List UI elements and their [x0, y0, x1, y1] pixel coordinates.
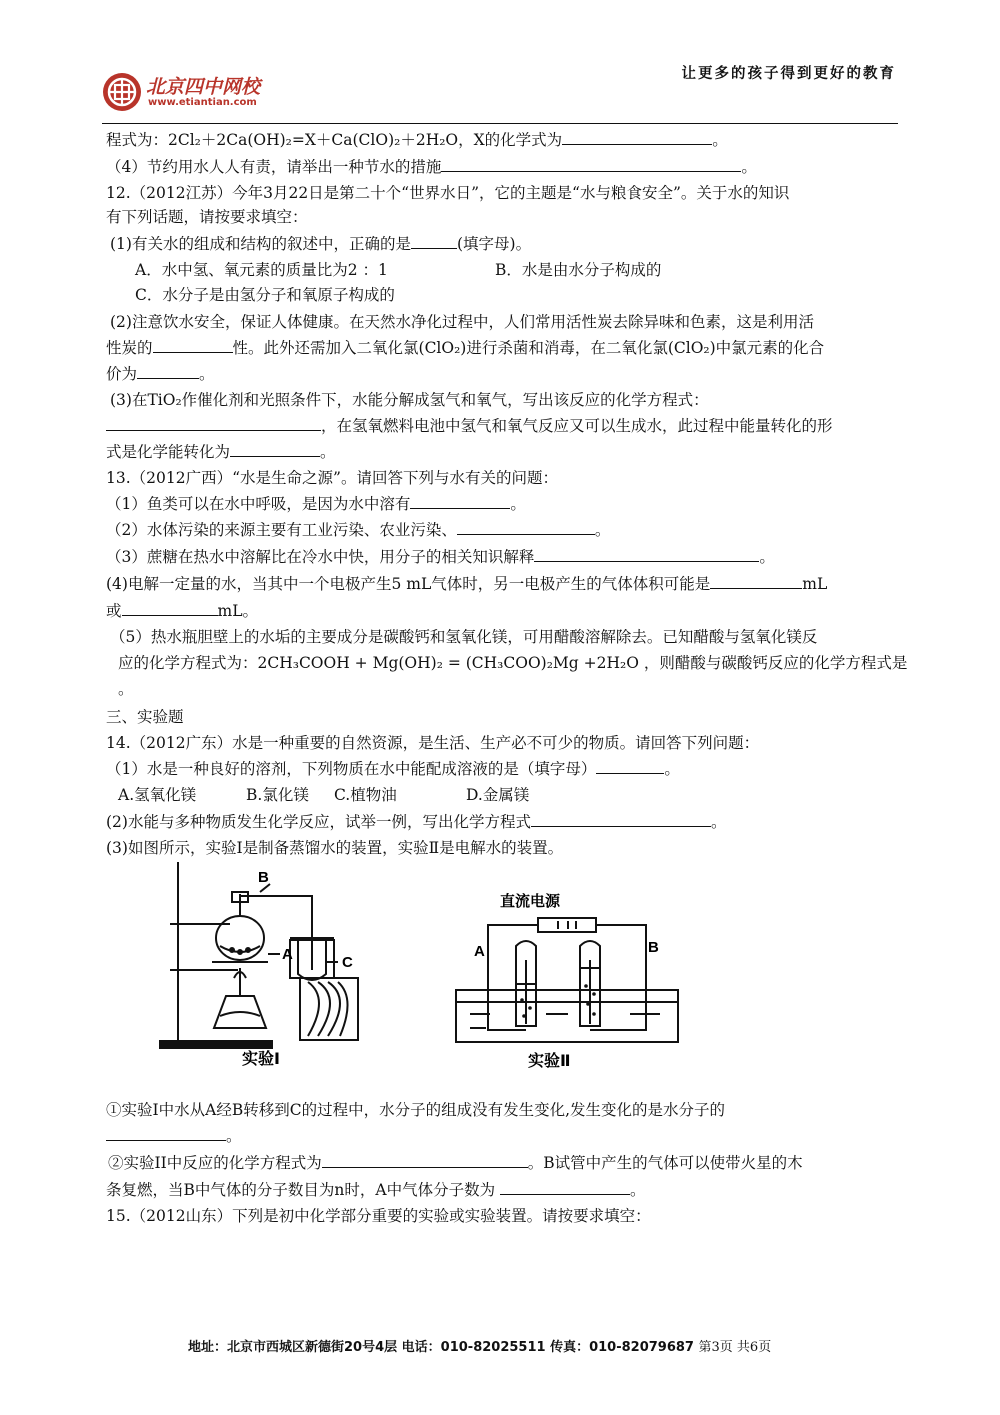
footer — [188, 1336, 771, 1355]
q14-3-i: ①实验Ⅰ中水从A经B转移到C的过程中，水分子的组成没有发生变化,发生变化的是水分子的 — [106, 1101, 725, 1119]
q12-stem-cont: 有下列话题，请按要求填空： — [106, 208, 308, 226]
q14-3-ii: ②实验II中反应的化学方程式为 。B试管中产生的气体可以使带火星的木 — [108, 1154, 803, 1172]
q13-4-cont: 或 mL。 — [106, 602, 259, 620]
q13-stem: 13.（2012广西）“水是生命之源”。请回答下列与水有关的问题： — [106, 469, 558, 487]
header-slogan: 让更多的孩子得到更好的教育 — [681, 66, 896, 82]
q12-1-option-b: B．水是由水分子构成的 — [495, 261, 662, 279]
q14-1-option-c: C.植物油 — [334, 786, 397, 804]
q14-stem: 14.（2012广东）水是一种重要的自然资源，是生活、生产必不可少的物质。请回答下列问题： — [106, 734, 760, 752]
power-source-label: 直流电源 — [500, 892, 561, 910]
q14-2: (2)水能与多种物质发生化学反应，试举一例，写出化学方程式 。 — [106, 813, 727, 831]
q14-1-option-d: D.金属镁 — [466, 786, 530, 804]
q13-4: (4)电解一定量的水，当其中一个电极产生5 mL气体时，另一电极产生的气体体积可能是 mL — [106, 575, 828, 593]
q12-3: (3)在TiO₂作催化剂和光照条件下，水能分解成氢气和氧气，写出该反应的化学方程式： — [110, 391, 709, 409]
label-b-exp1: B — [258, 869, 269, 886]
q14-1-option-a: A.氢氧化镁 — [118, 786, 197, 804]
q14-1-option-b: B.氯化镁 — [246, 786, 309, 804]
line-l1: 程式为：2Cl₂＋2Ca(OH)₂=X＋Ca(ClO)₂＋2H₂O，X的化学式为 。 — [106, 131, 728, 149]
footer-page-number: 第3页 共6页 — [698, 1340, 772, 1355]
q15-stem: 15.（2012山东）下列是初中化学部分重要的实验或实验装置。请按要求填空： — [106, 1207, 651, 1225]
q14-3-i-cont: 。 — [106, 1124, 242, 1148]
label-a-exp2: A — [474, 943, 485, 960]
caption-exp1: 实验Ⅰ — [242, 1049, 280, 1068]
q14-1: （1）水是一种良好的溶剂，下列物质在水中能配成溶液的是（填字母） 。 — [106, 760, 680, 778]
q12-2-cont: 性炭的 性。此外还需加入二氧化氯(ClO₂)进行杀菌和消毒，在二氧化氯(ClO₂)中氯元素的化合 — [106, 339, 825, 357]
footer-address: 地址：北京市西城区新德街20号4层 电话：010-82025511 传真：010-82079687 — [188, 1340, 694, 1355]
label-a-exp1: A — [282, 946, 293, 963]
section-three-heading: 三、实验题 — [106, 708, 184, 726]
label-c-exp1: C — [342, 954, 353, 971]
distillation-apparatus-figure — [150, 858, 380, 1070]
q13-5-end: 。 — [118, 680, 134, 698]
q12-2: (2)注意饮水安全，保证人体健康。在天然水净化过程中，人们常用活性炭去除异味和色素，这是利用活 — [110, 313, 814, 331]
q12-2-cont2: 价为 。 — [106, 365, 215, 383]
q13-2: （2）水体污染的来源主要有工业污染、农业污染、 。 — [106, 521, 611, 539]
q13-5: （5）热水瓶胆壁上的水垢的主要成分是碳酸钙和氢氧化镁，可用醋酸溶解除去。已知醋酸与氢氧化镁反 — [110, 628, 818, 646]
site-logo — [100, 70, 280, 120]
header-rule — [102, 123, 898, 124]
q12-1: (1)有关水的组成和结构的叙述中，正确的是 (填字母)。 — [110, 235, 532, 253]
q12-stem: 12.（2012江苏）今年3月22日是第二十个“世界水日”，它的主题是“水与粮食安全”。关于水的知识 — [106, 184, 790, 202]
caption-exp2: 实验Ⅱ — [528, 1051, 571, 1070]
logo-url: www.etiantian.com — [148, 97, 257, 108]
q14-3-ii-cont: 条复燃，当B中气体的分子数目为n时，A中气体分子数为 。 — [106, 1181, 646, 1199]
q13-1: （1）鱼类可以在水中呼吸，是因为水中溶有 。 — [106, 495, 526, 513]
electrolysis-apparatus-figure — [450, 890, 685, 1070]
q12-1-option-a: A．水中氢、氧元素的质量比为2 ：1 — [135, 261, 388, 279]
q12-3-cont: ，在氢氧燃料电池中氢气和氧气反应又可以生成水，此过程中能量转化的形 — [106, 414, 833, 438]
line-l2: （4）节约用水人人有责，请举出一种节水的措施 。 — [106, 158, 757, 176]
q14-3: (3)如图所示，实验Ⅰ是制备蒸馏水的装置，实验Ⅱ是电解水的装置。 — [106, 839, 564, 857]
q13-3: （3）蔗糖在热水中溶解比在冷水中快，用分子的相关知识解释 。 — [106, 548, 775, 566]
q12-1-option-c: C．水分子是由氢分子和氧原子构成的 — [135, 286, 395, 304]
q13-5-cont: 应的化学方程式为：2CH₃COOH + Mg(OH)₂ = (CH₃COO)₂Mg +2H₂O ，则醋酸与碳酸钙反应的化学方程式是 — [118, 654, 908, 672]
logo-text: 北京四中网校 — [146, 76, 261, 98]
q12-3-cont2: 式是化学能转化为 。 — [106, 443, 336, 461]
label-b-exp2: B — [648, 939, 659, 956]
